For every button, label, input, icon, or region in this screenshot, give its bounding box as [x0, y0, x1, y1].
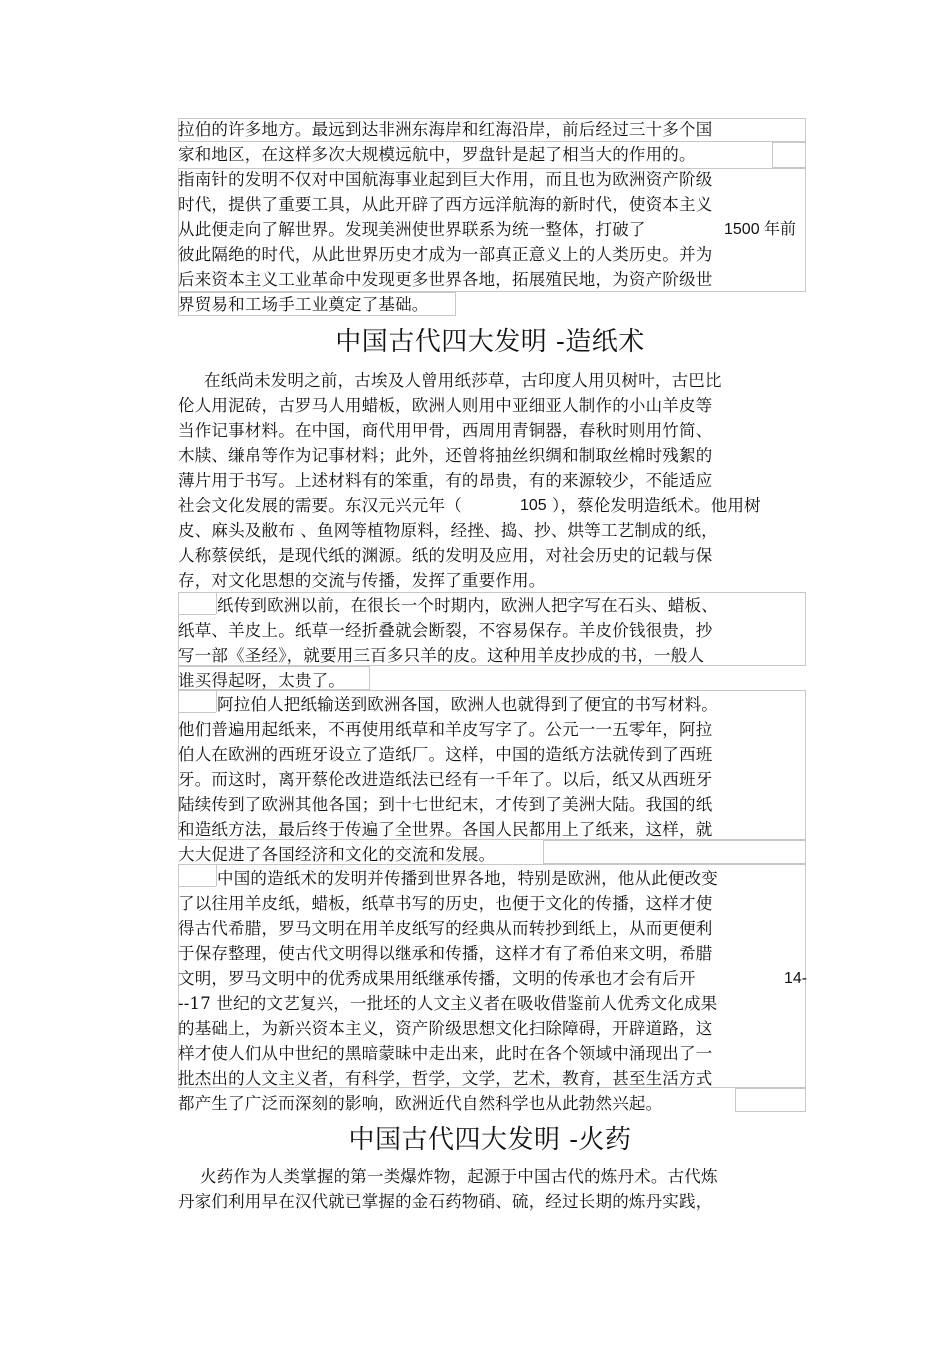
text-line: 了以往用羊皮纸，蜡板，纸草书写的历史，也便于文化的传播，这样才使 [178, 894, 713, 913]
text-line: 伦人用泥砖，古罗马人用蜡板，欧洲人则用中亚细亚人制作的小山羊皮等 [178, 396, 713, 415]
indent-rule [178, 712, 216, 713]
text-line: 伯人在欧洲的西班牙设立了造纸厂。这样，中国的造纸方法就传到了西班 [178, 745, 713, 764]
text-line: 纸传到欧洲以前，在很长一个时期内，欧洲人把字写在石头、蜡板、 [217, 596, 718, 615]
outline-box [543, 840, 806, 864]
section-title-paper: 中国古代四大发明 -造纸术 [335, 327, 645, 357]
text-line: 阿拉伯人把纸输送到欧洲各国，欧洲人也就得到了便宜的书写材料。 [217, 695, 718, 714]
indent-rule [178, 886, 216, 887]
text-line: 存，对文化思想的交流与传播，发挥了重要作用。 [178, 571, 546, 590]
text-line: 家和地区，在这样多次大规模远航中，罗盘针是起了相当大的作用的。 [178, 145, 696, 164]
section-title-gunpowder: 中国古代四大发明 -火药 [348, 1125, 632, 1155]
text-line: 的基础上，为新兴资本主义，资产阶级思想文化扫除障碍，开辟道路，这 [178, 1019, 713, 1038]
indent-rule [178, 614, 216, 615]
text-line: 纸草、羊皮上。纸草一经折叠就会断裂，不容易保存。羊皮价钱很贵，抄 [178, 621, 713, 640]
text-line: 大大促进了各国经济和文化的交流和发展。 [178, 845, 496, 864]
text-line: 社会文化发展的需要。东汉元兴元年（ [178, 496, 462, 515]
text-line: 当作记事材料。在中国，商代用甲骨，西周用青铜器，春秋时则用竹简、 [178, 421, 713, 440]
text-line: 指南针的发明不仅对中国航海事业起到巨大作用，而且也为欧洲资产阶级 [178, 170, 713, 189]
text-line: 人称蔡侯纸，是现代纸的渊源。纸的发明及应用，对社会历史的记载与保 [178, 546, 713, 565]
text-line: 得古代希腊，罗马文明在用羊皮纸写的经典从而转抄到纸上，从而更便利 [178, 919, 713, 938]
text-line: 在纸尚未发明之前，古埃及人曾用纸莎草，古印度人用贝树叶，古巴比 [204, 371, 722, 390]
text-line: 彼此隔绝的时代，从此世界历史才成为一部真正意义上的人类历史。并为 [178, 245, 713, 264]
text-line: 都产生了广泛而深刻的影响，欧洲近代自然科学也从此勃然兴起。 [178, 1094, 663, 1113]
text-line: 谁买得起呀，太贵了。 [178, 671, 345, 690]
text-line: 牙。而这时，离开蔡伦改进造纸法已经有一千年了。以后，纸又从西班牙 [178, 770, 713, 789]
text-line: 后来资本主义工业革命中发现更多世界各地，拓展殖民地，为资产阶级世 [178, 270, 713, 289]
text-line: 丹家们利用早在汉代就已掌握的金石药物硝、硫，经过长期的炼丹实践， [178, 1192, 713, 1211]
text-line: 样才使人们从中世纪的黑暗蒙昧中走出来，此时在各个领域中涌现出了一 [178, 1044, 713, 1063]
text-line: 界贸易和工场手工业奠定了基础。 [178, 295, 429, 314]
text-line: 中国的造纸术的发明并传播到世界各地，特别是欧洲，他从此便改变 [217, 869, 718, 888]
year-number: 105 [520, 497, 547, 514]
outline-box [735, 1088, 806, 1112]
text-line: 陆续传到了欧洲其他各国；到十七世纪末，才传到了美洲大陆。我国的纸 [178, 795, 713, 814]
text-line: 火药作为人类掌握的第一类爆炸物，起源于中国古代的炼丹术。古代炼 [200, 1167, 718, 1186]
text-line: 皮、麻头及敝布 、鱼网等植物原料，经挫、捣、抄、烘等工艺制成的纸， [178, 521, 718, 540]
text-line: 薄片用于书写。上述材料有的笨重，有的昂贵，有的来源较少，不能适应 [178, 471, 713, 490]
text-line: 时代，提供了重要工具，从此开辟了西方远洋航海的新时代，使资本主义 [178, 195, 713, 214]
year-fragment: 1500 年前 [724, 221, 797, 238]
text-line: 拉伯的许多地方。最远到达非洲东海岸和红海沿岸，前后经过三十多个国 [178, 120, 713, 139]
text-line: ），蔡伦发明造纸术。他用树 [552, 496, 761, 515]
text-line: 批杰出的人文主义者，有科学，哲学，文学，艺术，教育，甚至生活方式 [178, 1069, 713, 1088]
outline-box [772, 142, 806, 168]
text-line: 文明，罗马文明中的优秀成果用纸继承传播，文明的传承也才会有后开 [178, 969, 696, 988]
text-line: 木牍、缣帛等作为记事材料；此外，还曾将抽丝织绸和制取丝棉时残絮的 [178, 446, 713, 465]
text-line: 他们普遍用起纸来，不再使用纸草和羊皮写字了。公元一一五零年，阿拉 [178, 720, 713, 739]
text-line: --17 世纪的文艺复兴，一批坯的人文主义者在吸收借鉴前人优秀文化成果 [178, 994, 718, 1013]
text-line: 和造纸方法，最后终于传遍了全世界。各国人民都用上了纸来，这样，就 [178, 820, 713, 839]
text-line: 于保存整理，使古代文明得以继承和传播，这样才有了希伯来文明，希腊 [178, 944, 713, 963]
text-line: 从此便走向了解世界。发现美洲使世界联系为统一整体，打破了 [178, 220, 646, 239]
text-line: 写一部《圣经》，就要用三百多只羊的皮。这种用羊皮抄成的书，一般人 [178, 646, 705, 665]
century-number: 14- [784, 970, 808, 987]
